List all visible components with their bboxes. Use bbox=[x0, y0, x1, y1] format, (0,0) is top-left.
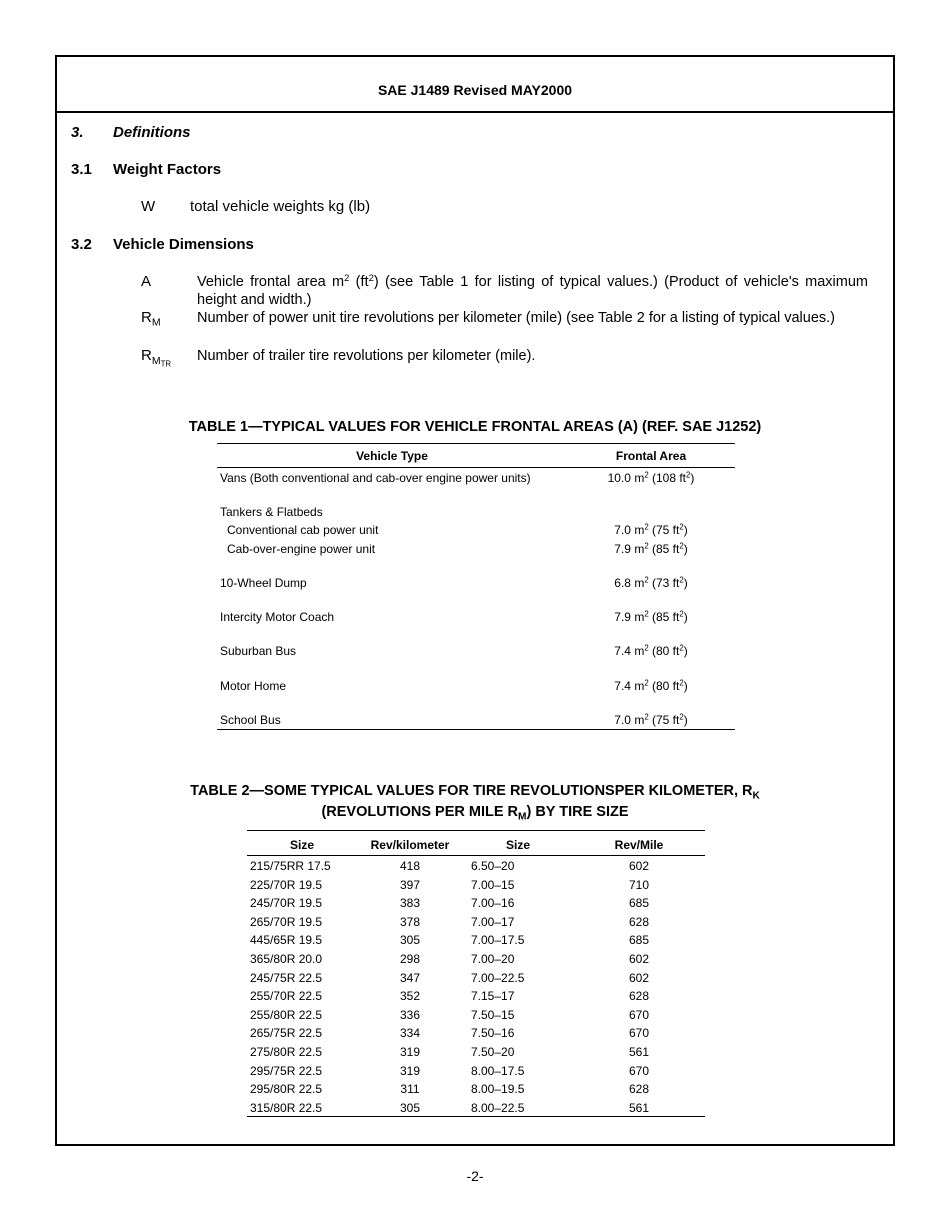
cell-rev-km: 418 bbox=[399, 859, 421, 873]
table-cell-area: 7.4 $m^2$ (80 $ft^2$) bbox=[614, 678, 688, 693]
cell-size-metric: 365/80R 20.0 bbox=[250, 952, 323, 966]
cell-rev-km: 336 bbox=[399, 1007, 421, 1022]
table-row: Suburban Bus bbox=[220, 644, 297, 658]
cell-size-bias: 7.15–17 bbox=[471, 989, 515, 1004]
table-2-header-size-2: Size bbox=[505, 838, 530, 852]
cell-size-metric: 255/80R 22.5 bbox=[250, 1007, 323, 1022]
table-row: Motor Home bbox=[220, 679, 287, 693]
cell-size-metric: 295/75R 22.5 bbox=[250, 1063, 323, 1078]
table-2-header-rev-km: Rev/kilometer bbox=[370, 838, 450, 852]
table-1-header-vehicle: Vehicle Type bbox=[356, 449, 428, 463]
cell-rev-km: 378 bbox=[399, 914, 421, 929]
table-row: Intercity Motor Coach bbox=[220, 610, 335, 624]
table-cell-area: 7.0 $m^2$ (75 $ft^2$) bbox=[614, 522, 688, 537]
cell-size-bias: 7.00–16 bbox=[471, 896, 515, 911]
cell-size-metric: 275/80R 22.5 bbox=[250, 1045, 323, 1059]
cell-rev-mile: 628 bbox=[628, 989, 650, 1004]
table-2-caption: TABLE 2—SOME TYPICAL VALUES FOR TIRE REVOLUTIONSPER KILOMETER, $R_K$ (REVOLUTIONS PER MILE $R_M$) BY TIRE SIZE bbox=[190, 783, 760, 823]
table-1-top-rule bbox=[217, 443, 735, 444]
cell-size-metric: 245/75R 22.5 bbox=[250, 970, 323, 985]
cell-rev-mile: 685 bbox=[628, 933, 650, 948]
cell-rev-km: 311 bbox=[400, 1082, 420, 1097]
table-row: School Bus bbox=[220, 713, 281, 727]
cell-size-metric: 255/70R 22.5 bbox=[250, 989, 323, 1004]
cell-size-bias: 6.50–20 bbox=[471, 859, 515, 873]
cell-size-bias: 8.00–19.5 bbox=[471, 1082, 525, 1097]
table-2-top-rule bbox=[247, 830, 705, 831]
cell-rev-mile: 561 bbox=[628, 1045, 650, 1059]
cell-size-bias: 7.50–20 bbox=[471, 1045, 515, 1059]
cell-size-metric: 225/70R 19.5 bbox=[250, 877, 323, 892]
cell-rev-mile: 670 bbox=[628, 1063, 650, 1078]
cell-rev-mile: 602 bbox=[628, 970, 650, 985]
frontal-area-definition: Vehicle frontal area $m^2$ $(ft^2)$ (see Table 1 for listing of typical values.) (Product of vehicle's maximum height and width.) bbox=[197, 271, 868, 308]
cell-size-bias: 7.50–15 bbox=[471, 1007, 515, 1022]
table-cell-area: 6.8 $m^2$ (73 $ft^2$) bbox=[614, 575, 688, 590]
cell-size-metric: 245/70R 19.5 bbox=[250, 896, 323, 911]
rm-definition: Number of power unit tire revolutions per kilometer (mile) (see Table 2 for a listing of typical values.) bbox=[197, 310, 835, 326]
table-1-caption: TABLE 1—TYPICAL VALUES FOR VEHICLE FRONTAL AREAS (A) (REF. SAE J1252) bbox=[188, 419, 762, 435]
table-2-bottom-rule bbox=[247, 1116, 705, 1117]
frontal-area-symbol: A bbox=[141, 273, 152, 290]
cell-size-bias: 7.00–17 bbox=[471, 914, 515, 929]
section-3-2-title: Vehicle Dimensions bbox=[113, 236, 254, 253]
cell-size-bias: 7.00–15 bbox=[471, 877, 515, 892]
cell-size-metric: 265/70R 19.5 bbox=[250, 914, 323, 929]
table-cell-area: 10.0 $m^2$ (108 $ft^2$) bbox=[607, 470, 695, 485]
cell-rev-mile: 685 bbox=[628, 896, 650, 911]
section-3-number: 3. bbox=[71, 124, 84, 141]
table-1-header-area: Frontal Area bbox=[615, 449, 687, 463]
table-row: 10-Wheel Dump bbox=[220, 576, 307, 590]
cell-size-bias: 8.00–17.5 bbox=[471, 1063, 525, 1078]
cell-rev-km: 305 bbox=[399, 933, 421, 948]
cell-size-metric: 295/80R 22.5 bbox=[250, 1082, 323, 1097]
table-1-bottom-rule bbox=[217, 729, 735, 730]
table-2-header-rev-mile: Rev/Mile bbox=[614, 838, 664, 852]
cell-size-metric: 315/80R 22.5 bbox=[250, 1100, 323, 1115]
table-cell-area: 7.9 $m^2$ (85 $ft^2$) bbox=[614, 609, 688, 624]
cell-rev-mile: 628 bbox=[628, 914, 650, 929]
page-header bbox=[57, 57, 893, 113]
rmtr-symbol: $R_{M_{TR}}$ bbox=[141, 347, 172, 369]
table-2-header-rule bbox=[247, 855, 705, 856]
cell-size-bias: 7.00–17.5 bbox=[471, 933, 525, 948]
cell-rev-mile: 670 bbox=[628, 1026, 650, 1041]
cell-rev-km: 319 bbox=[399, 1063, 421, 1078]
cell-size-bias: 7.00–20 bbox=[471, 952, 515, 966]
cell-rev-km: 352 bbox=[399, 989, 421, 1004]
cell-rev-mile: 602 bbox=[628, 952, 650, 966]
weight-symbol: W bbox=[141, 198, 156, 215]
table-cell-area: 7.9 $m^2$ (85 $ft^2$) bbox=[614, 541, 688, 556]
cell-rev-km: 334 bbox=[399, 1026, 421, 1041]
cell-size-metric: 215/75RR 17.5 bbox=[250, 859, 331, 873]
table-cell-area: 7.0 $m^2$ (75 $ft^2$) bbox=[614, 712, 688, 727]
cell-size-bias: 8.00–22.5 bbox=[471, 1100, 525, 1115]
cell-size-bias: 7.50–16 bbox=[471, 1026, 515, 1041]
cell-rev-mile: 710 bbox=[628, 877, 650, 892]
cell-rev-mile: 628 bbox=[628, 1082, 650, 1097]
cell-rev-km: 305 bbox=[399, 1100, 421, 1115]
section-3-1-title: Weight Factors bbox=[113, 161, 222, 178]
cell-rev-km: 319 bbox=[399, 1045, 421, 1059]
page-number: -2- bbox=[466, 1168, 484, 1184]
table-1-header-rule bbox=[217, 467, 735, 468]
weight-definition: total vehicle weights kg (lb) bbox=[190, 198, 371, 215]
cell-rev-mile: 670 bbox=[628, 1007, 650, 1022]
section-3-2-number: 3.2 bbox=[71, 236, 92, 253]
table-row: Vans (Both conventional and cab-over engine power units) bbox=[220, 471, 531, 485]
table-cell-area: 7.4 $m^2$ (80 $ft^2$) bbox=[614, 643, 688, 658]
section-3-title: Definitions bbox=[113, 124, 191, 141]
page-frame bbox=[55, 55, 895, 1146]
cell-size-metric: 445/65R 19.5 bbox=[250, 933, 323, 948]
table-row: Cab-over-engine power unit bbox=[227, 542, 376, 556]
cell-size-bias: 7.00–22.5 bbox=[471, 970, 525, 985]
section-3-1-number: 3.1 bbox=[71, 161, 92, 178]
table-row-group: Tankers & Flatbeds bbox=[220, 505, 323, 519]
rmtr-definition: Number of trailer tire revolutions per kilometer (mile). bbox=[197, 348, 536, 364]
table-row: Conventional cab power unit bbox=[227, 523, 379, 537]
table-2-header-size: Size bbox=[289, 838, 314, 852]
cell-rev-mile: 602 bbox=[628, 859, 650, 873]
cell-rev-km: 347 bbox=[399, 970, 421, 985]
cell-rev-km: 298 bbox=[399, 952, 421, 966]
cell-rev-km: 383 bbox=[399, 896, 421, 911]
cell-size-metric: 265/75R 22.5 bbox=[250, 1026, 323, 1041]
rm-symbol: $R_M$ bbox=[141, 309, 161, 329]
cell-rev-mile: 561 bbox=[628, 1100, 650, 1115]
document-title: SAE J1489 Revised MAY2000 bbox=[377, 82, 573, 98]
cell-rev-km: 397 bbox=[399, 877, 421, 892]
